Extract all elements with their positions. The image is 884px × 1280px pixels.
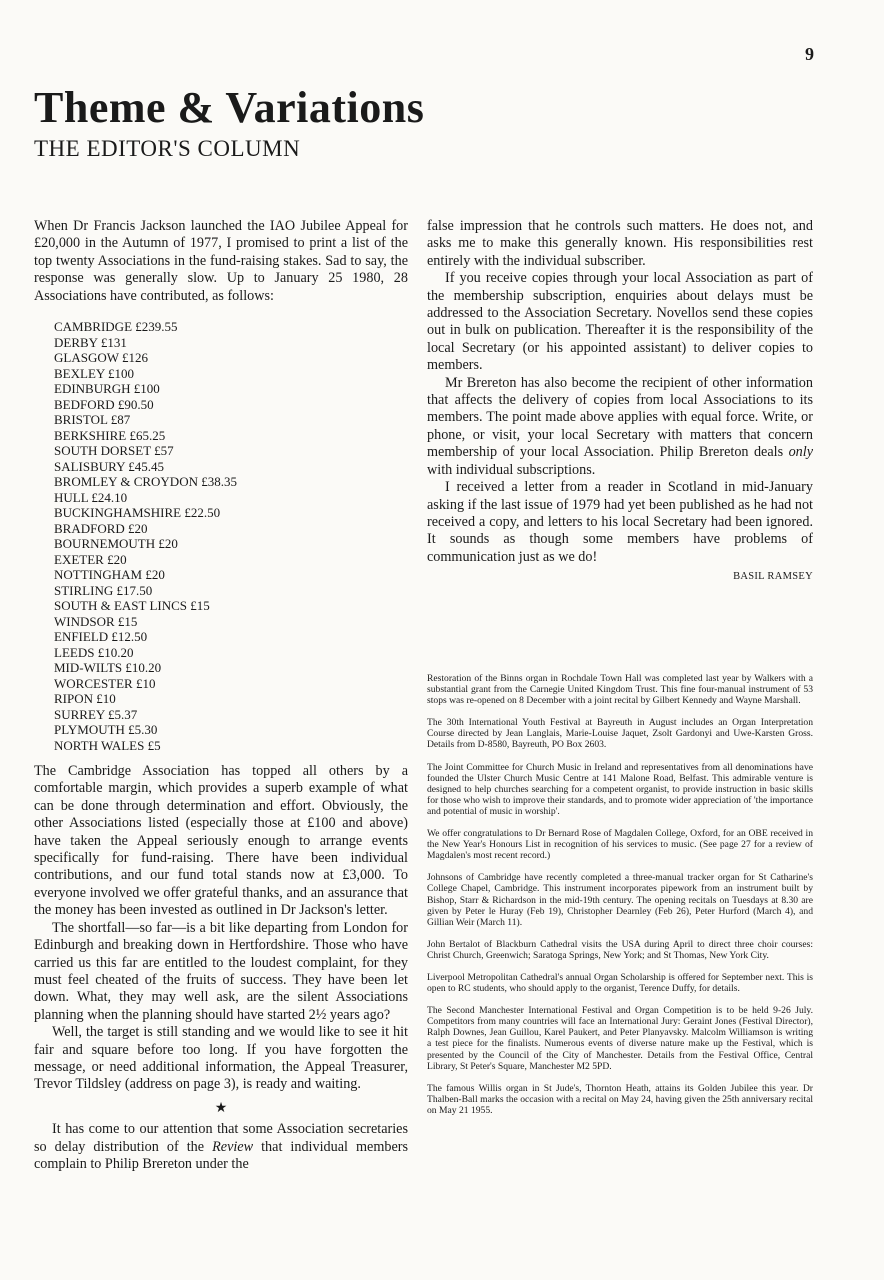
- list-item: NORTH WALES £5: [54, 737, 161, 753]
- subscription-paragraph: If you receive copies through your local Association as part of the membership subscription, enquiries about delays must be addressed to the Association Secretary. Novellos send these copies out in bulk on publication. Thereafter it is the responsibility of the local Secretary (or his appointed assistant) to deliver copies to members.: [427, 270, 813, 374]
- news-item: John Bertalot of Blackburn Cathedral visits the USA during April to direct three choir courses: Christ Church, Greenwich; Saratoga Springs, New York; and St Thomas, New York City.: [427, 938, 813, 961]
- news-item: The Second Manchester International Festival and Organ Competition is to be held 9-26 July. Competitors from many countries will face an International Jury: Geraint Jones (Festival Director), Ralph Downes, Jean Guillou, Karel Paukert, and Peter Planyavsky. Malcolm Williamson is writing a test piece for the finalists. Numerous events of diverse nature make up the Festival, which is presented by the Council of the City of Manchester. Details from the Festival Office, Central Library, St Peter's Square, Manchester M2 5PD.: [427, 1005, 813, 1072]
- list-item: SALISBURY £45.45: [54, 458, 165, 474]
- list-item: GLASGOW £126: [54, 350, 149, 366]
- news-item: Restoration of the Binns organ in Rochdale Town Hall was completed last year by Walkers with a substantial grant from the Carnegie United Kingdom Trust. This fine four-manual instrument of 53 stops was re-opened on 8 December with a joint recital by Gilbert Kennedy and Wayne Marshall.: [427, 673, 813, 707]
- cambridge-paragraph: The Cambridge Association has topped all others by a comfortable margin, which provides a superb example of what can be done through determination and effort. Obviously, the other Associations listed (especially those at £100 and above) have taken the Appeal seriously enough to arrange events specifically for fund-raising. There have been individual contributions, and our fund total stands now at £3,000. To everyone involved we offer grateful thanks, and an assurance that the money has been invested as outlined in Dr Jackson's letter.: [34, 763, 408, 919]
- association-list: [54, 319, 408, 753]
- list-item: BEXLEY £100: [54, 365, 135, 381]
- list-item: SURREY £5.37: [54, 706, 138, 722]
- list-item: PLYMOUTH £5.30: [54, 722, 158, 738]
- list-item: RIPON £10: [54, 691, 116, 707]
- list-item: BEDFORD £90.50: [54, 396, 154, 412]
- news-item: Liverpool Metropolitan Cathedral's annual Organ Scholarship is offered for September next. This is open to RC students, who should apply to the organist, Terence Duffy, for details.: [427, 971, 813, 995]
- list-item: DERBY £131: [54, 334, 127, 350]
- list-item: HULL £24.10: [54, 489, 128, 505]
- list-item: BUCKINGHAMSHIRE £22.50: [54, 505, 221, 521]
- news-item: We offer congratulations to Dr Bernard Rose of Magdalen College, Oxford, for an OBE received in the New Year's Honours List in recognition of his services to music. (See page 27 for a review of Magdalen's most recent record.): [427, 828, 813, 862]
- left-column: [34, 218, 408, 1173]
- news-item: The Joint Committee for Church Music in Ireland and representatives from all denominations have founded the Ulster Church Music Centre at 141 Malone Road, Belfast. This admirable venture is designed to help churches searching for a competent organist, to provide instruction in basic skills for those who wish to improve their standards, and to promote wider appreciation of 'the importance and potential of music in worship'.: [427, 761, 813, 817]
- intro-paragraph: When Dr Francis Jackson launched the IAO Jubilee Appeal for £20,000 in the Autumn of 1977, I promised to print a list of the top twenty Associations in the fund-raising stakes. Sad to say, the response was generally slow. Up to January 25 1980, 28 Associations have contributed, as follows:: [34, 218, 408, 304]
- show-through-heading: [440, 84, 860, 128]
- list-item: CAMBRIDGE £239.55: [54, 319, 178, 335]
- list-item: STIRLING £17.50: [54, 582, 153, 598]
- continued-paragraph: false impression that he controls such matters. He does not, and asks me to make this generally known. His responsibilities rest entirely with the individual subscriber.: [427, 218, 813, 269]
- list-item: BERKSHIRE £65.25: [54, 427, 166, 443]
- list-item: ENFIELD £12.50: [54, 629, 148, 645]
- list-item: EXETER £20: [54, 551, 127, 567]
- list-item: MID-WILTS £10.20: [54, 660, 162, 676]
- list-item: NOTTINGHAM £20: [54, 567, 165, 583]
- news-item: The famous Willis organ in St Jude's, Thornton Heath, attains its Golden Jubilee this year. Dr Thalben-Ball marks the occasion with a recital on May 24, having given the 25th anniversary recital on May 21 1955.: [427, 1082, 813, 1116]
- list-item: WORCESTER £10: [54, 675, 156, 691]
- news-item: The 30th International Youth Festival at Bayreuth in August includes an Organ Interpretation Course directed by Jean Langlais, Marie-Louise Jaquet, Zsolt Gardonyi and Uwe-Karsten Gross. Details from D-8580, Bayreuth, PO Box 2603.: [427, 717, 813, 751]
- page-number: 9: [805, 44, 814, 64]
- list-item: BRISTOL £87: [54, 412, 131, 428]
- editor-signature: BASIL RAMSEY: [733, 571, 813, 583]
- shortfall-paragraph: The shortfall—so far—is a bit like departing from London for Edinburgh and breaking down in Hertfordshire. Those who have carried us this far are entitled to the loudest complaint, for they must feel cheated of the fruits of success. They have been let down. What, they may well ask, are the silent Associations planning when the planning should have started 2½ years ago?: [34, 919, 408, 1023]
- list-item: BOURNEMOUTH £20: [54, 536, 178, 552]
- list-item: WINDSOR £15: [54, 613, 138, 629]
- news-items-column: [427, 673, 813, 1127]
- target-paragraph: Well, the target is still standing and we would like to see it hit fair and square before too long. If you have forgotten the message, or need additional information, the Appeal Treasurer, Trevor Tildsley (address on page 3), is ready and waiting.: [34, 1024, 408, 1093]
- list-item: SOUTH & EAST LINCS £15: [54, 598, 210, 614]
- list-item: SOUTH DORSET £57: [54, 443, 174, 459]
- list-item: BRADFORD £20: [54, 520, 148, 536]
- list-item: BROMLEY & CROYDON £38.35: [54, 474, 237, 490]
- news-item: Johnsons of Cambridge have recently completed a three-manual tracker organ for St Catharine's College Chapel, Cambridge. This instrument incorporates pipework from an instrument built by Bishop, Starr & Richardson in the mid-19th century. The opening recitals on Tuesdays at 8.30 are given by Peter le Huray (Feb 19), Christopher Dearnley (Feb 26), Peter Hurford (March 4), and Gillian Weir (March 11).: [427, 872, 813, 928]
- right-column-top: [427, 218, 813, 586]
- page-title: Theme & Variations: [34, 83, 425, 132]
- scotland-paragraph: I received a letter from a reader in Scotland in mid-January asking if the last issue of 1979 had yet been published as he had not received a copy, and letters to his local Secretary had been ignored. It sounds as though some members have problems of communication just as we do!: [427, 479, 813, 565]
- column-subtitle: THE EDITOR'S COLUMN: [34, 136, 301, 161]
- list-item: LEEDS £10.20: [54, 644, 134, 660]
- list-item: EDINBURGH £100: [54, 381, 160, 397]
- distribution-paragraph: It has come to our attention that some Association secretaries so delay distribution of the Review that individual members complain to Philip Brereton under the: [34, 1121, 409, 1172]
- review-title: Review: [212, 1138, 254, 1155]
- brereton-paragraph: Mr Brereton has also become the recipient of other information that affects the delivery of copies from local Associations to its members. The point made above applies with equal force. Write, or phone, or visit, your local Secretary with matters that concern membership of your local Association. Philip Brereton deals only with individual subscriptions.: [427, 374, 813, 478]
- star-divider-icon: ★: [214, 1100, 228, 1116]
